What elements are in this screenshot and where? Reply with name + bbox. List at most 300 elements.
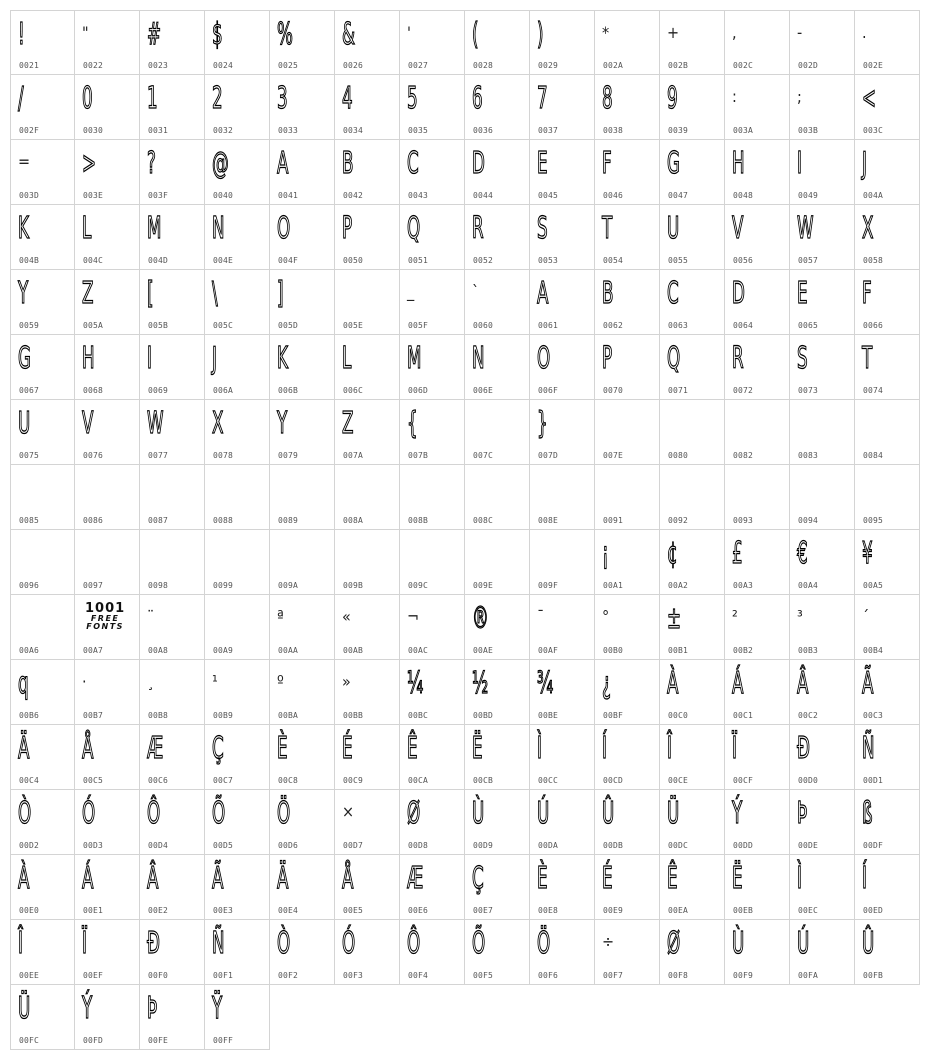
- glyph-code: 00AB: [343, 646, 364, 655]
- glyph-sample: 7: [537, 81, 548, 116]
- glyph-cell: [465, 595, 530, 660]
- glyph-sample: %: [277, 17, 293, 52]
- glyph-code: 0089: [278, 516, 299, 525]
- glyph-sample: Å: [82, 731, 94, 766]
- glyph-sample: q: [18, 666, 29, 701]
- glyph-cell: [465, 140, 530, 205]
- glyph-sample: É: [342, 731, 353, 766]
- glyph-code: 00B3: [798, 646, 819, 655]
- glyph-sample: Q: [407, 211, 421, 246]
- glyph-cell: [660, 75, 725, 140]
- glyph-code: 00F7: [603, 971, 624, 980]
- glyph-cell: [75, 855, 140, 920]
- glyph-sample: ¡: [602, 536, 609, 571]
- glyph-cell: [75, 660, 140, 725]
- glyph-code: 0064: [733, 321, 754, 330]
- glyph-cell: [725, 790, 790, 855]
- glyph-cell: [205, 530, 270, 595]
- glyph-cell: [205, 790, 270, 855]
- glyph-cell: [530, 140, 595, 205]
- glyph-code: 0095: [863, 516, 884, 525]
- glyph-cell: [530, 920, 595, 985]
- glyph-cell: [855, 205, 920, 270]
- glyph-sample: $: [212, 17, 223, 52]
- glyph-cell: [465, 790, 530, 855]
- glyph-cell: [335, 10, 400, 75]
- glyph-sample: 8: [602, 81, 613, 116]
- glyph-cell: [855, 465, 920, 530]
- glyph-code: 005E: [343, 321, 364, 330]
- glyph-cell: [400, 75, 465, 140]
- glyph-code: 00E8: [538, 906, 559, 915]
- glyph-code: 0069: [148, 386, 169, 395]
- glyph-cell: [530, 270, 595, 335]
- glyph-cell: [725, 10, 790, 75]
- glyph-sample: D: [472, 146, 485, 181]
- glyph-cell: [660, 465, 725, 530]
- glyph-code: 0027: [408, 61, 429, 70]
- glyph-cell: [660, 725, 725, 790]
- glyph-code: 00B9: [213, 711, 234, 720]
- glyph-cell: [270, 725, 335, 790]
- glyph-sample: Ô: [147, 796, 161, 831]
- glyph-code: 00B6: [19, 711, 40, 720]
- glyph-sample: (: [472, 17, 479, 52]
- glyph-code: 002F: [19, 126, 40, 135]
- glyph-code: 0050: [343, 256, 364, 265]
- glyph-cell: [400, 140, 465, 205]
- glyph-sample: C: [667, 276, 679, 311]
- glyph-sample: Ë: [732, 861, 743, 896]
- glyph-sample: ß: [862, 796, 873, 831]
- glyph-code: 0029: [538, 61, 559, 70]
- glyph-cell: [725, 920, 790, 985]
- glyph-code: 00D0: [798, 776, 819, 785]
- glyph-code: 0028: [473, 61, 494, 70]
- glyph-code: 00C8: [278, 776, 299, 785]
- glyph-code: 00DE: [798, 841, 819, 850]
- glyph-cell: [595, 270, 660, 335]
- glyph-code: 003D: [19, 191, 40, 200]
- glyph-code: 00A2: [668, 581, 689, 590]
- glyph-code: 004C: [83, 256, 104, 265]
- glyph-cell: [270, 335, 335, 400]
- glyph-code: 00D7: [343, 841, 364, 850]
- glyph-code: 009B: [343, 581, 364, 590]
- glyph-cell: [660, 205, 725, 270]
- glyph-cell: [140, 790, 205, 855]
- glyph-code: 002E: [863, 61, 884, 70]
- glyph-code: 00EF: [83, 971, 104, 980]
- glyph-code: 0065: [798, 321, 819, 330]
- glyph-code: 00FE: [148, 1036, 169, 1045]
- glyph-code: 00CC: [538, 776, 559, 785]
- glyph-code: 00BA: [278, 711, 299, 720]
- glyph-cell: [725, 855, 790, 920]
- glyph-sample: £: [732, 536, 743, 571]
- glyph-code: 009C: [408, 581, 429, 590]
- glyph-sample: M: [407, 341, 422, 376]
- glyph-sample: =: [18, 152, 31, 171]
- glyph-cell: [595, 75, 660, 140]
- glyph-cell: [400, 335, 465, 400]
- glyph-code: 0092: [668, 516, 689, 525]
- glyph-code: 00E4: [278, 906, 299, 915]
- glyph-cell: [205, 465, 270, 530]
- glyph-code: 0043: [408, 191, 429, 200]
- glyph-sample: /: [18, 81, 24, 116]
- glyph-sample: Æ: [147, 731, 164, 766]
- glyph-cell: [595, 595, 660, 660]
- glyph-code: 0059: [19, 321, 40, 330]
- glyph-sample: Â: [147, 861, 159, 896]
- glyph-code: 0021: [19, 61, 40, 70]
- glyph-sample: #: [147, 17, 162, 52]
- glyph-code: 00AA: [278, 646, 299, 655]
- glyph-sample: Ç: [212, 731, 224, 766]
- glyph-cell: [335, 595, 400, 660]
- glyph-cell: [595, 400, 660, 465]
- glyph-code: 008B: [408, 516, 429, 525]
- glyph-sample: ¹: [212, 672, 218, 691]
- glyph-code: 0088: [213, 516, 234, 525]
- glyph-sample: O: [537, 341, 551, 376]
- glyph-code: 0036: [473, 126, 494, 135]
- glyph-code: 009F: [538, 581, 559, 590]
- glyph-sample: A: [277, 146, 289, 181]
- glyph-sample: 1: [147, 81, 158, 116]
- glyph-code: 00B7: [83, 711, 104, 720]
- glyph-code: 0035: [408, 126, 429, 135]
- glyph-code: 0084: [863, 451, 884, 460]
- glyph-code: 004E: [213, 256, 234, 265]
- glyph-cell: [335, 140, 400, 205]
- glyph-sample: @: [212, 146, 229, 181]
- character-map-grid: [10, 10, 920, 1050]
- glyph-code: 0026: [343, 61, 364, 70]
- glyph-code: 0073: [798, 386, 819, 395]
- glyph-code: 00EA: [668, 906, 689, 915]
- glyph-sample: G: [18, 341, 31, 376]
- glyph-sample: Ä: [18, 731, 30, 766]
- glyph-cell: [595, 790, 660, 855]
- glyph-sample: Ø: [407, 796, 421, 831]
- glyph-cell: [75, 205, 140, 270]
- glyph-sample: `: [472, 282, 480, 301]
- glyph-cell: [790, 465, 855, 530]
- glyph-cell: [75, 985, 140, 1050]
- glyph-cell: [660, 270, 725, 335]
- glyph-cell: [335, 465, 400, 530]
- glyph-code: 00F8: [668, 971, 689, 980]
- glyph-sample: ½: [472, 666, 489, 701]
- glyph-code: 0039: [668, 126, 689, 135]
- glyph-code: 002B: [668, 61, 689, 70]
- glyph-sample: Ö: [537, 926, 551, 961]
- glyph-sample: H: [732, 146, 745, 181]
- glyph-cell: [75, 725, 140, 790]
- glyph-code: 00B2: [733, 646, 754, 655]
- glyph-cell: [400, 10, 465, 75]
- glyph-cell: [660, 10, 725, 75]
- glyph-sample: Ò: [277, 926, 291, 961]
- glyph-code: 00AC: [408, 646, 429, 655]
- glyph-sample: Ý: [82, 991, 93, 1026]
- glyph-cell: [140, 855, 205, 920]
- glyph-cell: [400, 660, 465, 725]
- glyph-cell: [530, 75, 595, 140]
- glyph-code: 004F: [278, 256, 299, 265]
- glyph-cell: [530, 530, 595, 595]
- glyph-cell: [270, 790, 335, 855]
- glyph-sample: Ì: [537, 731, 542, 766]
- glyph-sample: Ü: [667, 796, 680, 831]
- glyph-code: 0052: [473, 256, 494, 265]
- glyph-code: 006F: [538, 386, 559, 395]
- glyph-sample: 9: [667, 81, 678, 116]
- glyph-cell: [530, 400, 595, 465]
- glyph-code: 0023: [148, 61, 169, 70]
- glyph-code: 0072: [733, 386, 754, 395]
- glyph-code: 003E: [83, 191, 104, 200]
- glyph-cell: [660, 140, 725, 205]
- glyph-cell: [335, 400, 400, 465]
- glyph-sample: Î: [667, 731, 672, 766]
- glyph-cell: [75, 10, 140, 75]
- glyph-code: 0037: [538, 126, 559, 135]
- glyph-code: 0085: [19, 516, 40, 525]
- glyph-sample: Å: [342, 861, 354, 896]
- glyph-cell: [10, 270, 75, 335]
- glyph-cell: [660, 660, 725, 725]
- glyph-code: 0086: [83, 516, 104, 525]
- glyph-code: 0066: [863, 321, 884, 330]
- glyph-cell: [530, 595, 595, 660]
- glyph-code: 0041: [278, 191, 299, 200]
- glyph-code: 00D3: [83, 841, 104, 850]
- glyph-sample: ¨: [147, 607, 155, 626]
- glyph-cell: [10, 595, 75, 660]
- glyph-sample: ,: [732, 23, 737, 42]
- glyph-code: 00CF: [733, 776, 754, 785]
- glyph-sample: {: [407, 406, 418, 441]
- glyph-cell: [595, 140, 660, 205]
- glyph-cell: [660, 530, 725, 595]
- glyph-cell: [140, 530, 205, 595]
- glyph-cell: [400, 530, 465, 595]
- glyph-sample: Ý: [732, 796, 743, 831]
- glyph-cell: [140, 75, 205, 140]
- glyph-cell: [595, 920, 660, 985]
- glyph-code: 0083: [798, 451, 819, 460]
- glyph-code: 0058: [863, 256, 884, 265]
- glyph-sample: ª: [277, 607, 284, 626]
- glyph-cell: [400, 790, 465, 855]
- glyph-code: 00E2: [148, 906, 169, 915]
- glyph-code: 00FA: [798, 971, 819, 980]
- glyph-sample: »: [342, 672, 351, 691]
- glyph-cell: [270, 465, 335, 530]
- glyph-code: 0031: [148, 126, 169, 135]
- glyph-code: 004D: [148, 256, 169, 265]
- glyph-sample: ×: [342, 802, 355, 821]
- glyph-cell: [595, 10, 660, 75]
- glyph-code: 00DC: [668, 841, 689, 850]
- glyph-sample: Ü: [18, 991, 31, 1026]
- glyph-sample: J: [212, 341, 217, 376]
- glyph-cell: [270, 75, 335, 140]
- glyph-sample: L: [82, 211, 92, 246]
- glyph-cell: [270, 855, 335, 920]
- glyph-sample: T: [602, 211, 613, 246]
- glyph-sample: Ð: [797, 731, 810, 766]
- glyph-code: 008E: [538, 516, 559, 525]
- glyph-cell: [790, 140, 855, 205]
- glyph-cell: [140, 920, 205, 985]
- glyph-cell: [140, 985, 205, 1050]
- glyph-cell: [790, 10, 855, 75]
- glyph-cell: [465, 75, 530, 140]
- glyph-sample: M: [147, 211, 162, 246]
- glyph-code: 006A: [213, 386, 234, 395]
- glyph-sample: «: [342, 607, 351, 626]
- glyph-cell: [205, 335, 270, 400]
- glyph-cell: [10, 790, 75, 855]
- glyph-code: 0078: [213, 451, 234, 460]
- glyph-cell: [790, 855, 855, 920]
- glyph-code: 00F1: [213, 971, 234, 980]
- glyph-code: 00BF: [603, 711, 624, 720]
- glyph-sample: P: [342, 211, 353, 246]
- glyph-cell: [75, 140, 140, 205]
- glyph-cell: [75, 465, 140, 530]
- glyph-sample: }: [537, 406, 548, 441]
- glyph-cell: [10, 75, 75, 140]
- glyph-sample: Á: [732, 666, 744, 701]
- glyph-code: 0034: [343, 126, 364, 135]
- glyph-cell: [10, 400, 75, 465]
- glyph-sample: I: [147, 341, 152, 376]
- glyph-code: 0077: [148, 451, 169, 460]
- glyph-sample: ÷: [602, 932, 615, 951]
- glyph-cell: [660, 400, 725, 465]
- glyph-cell: [270, 660, 335, 725]
- glyph-code: 00D4: [148, 841, 169, 850]
- glyph-code: 00C9: [343, 776, 364, 785]
- glyph-code: 00C5: [83, 776, 104, 785]
- glyph-cell: [595, 725, 660, 790]
- glyph-code: 0061: [538, 321, 559, 330]
- glyph-sample: ²: [732, 607, 738, 626]
- glyph-code: 0053: [538, 256, 559, 265]
- glyph-code: 005B: [148, 321, 169, 330]
- glyph-sample: ¬: [407, 607, 420, 626]
- glyph-code: 0087: [148, 516, 169, 525]
- glyph-cell: [75, 270, 140, 335]
- glyph-code: 00C6: [148, 776, 169, 785]
- glyph-cell: [335, 335, 400, 400]
- glyph-code: 0082: [733, 451, 754, 460]
- glyph-cell: [660, 790, 725, 855]
- glyph-cell: [465, 660, 530, 725]
- glyph-sample: ±: [667, 601, 682, 636]
- glyph-code: 00BE: [538, 711, 559, 720]
- glyph-cell: [335, 660, 400, 725]
- glyph-cell: [270, 10, 335, 75]
- glyph-sample: J: [862, 146, 867, 181]
- glyph-cell: [205, 725, 270, 790]
- glyph-cell: [855, 595, 920, 660]
- glyph-sample: D: [732, 276, 745, 311]
- glyph-cell: [140, 595, 205, 660]
- glyph-sample: Á: [82, 861, 94, 896]
- glyph-sample: 0: [82, 81, 93, 116]
- glyph-cell: [790, 205, 855, 270]
- glyph-cell: [10, 530, 75, 595]
- glyph-sample: !: [18, 17, 25, 52]
- glyph-cell: [400, 270, 465, 335]
- glyph-cell: [530, 660, 595, 725]
- glyph-sample: \: [212, 276, 218, 311]
- glyph-code: 00B1: [668, 646, 689, 655]
- glyph-sample: Ì: [797, 861, 802, 896]
- glyph-code: 00E6: [408, 906, 429, 915]
- glyph-cell: [530, 205, 595, 270]
- glyph-cell: [595, 335, 660, 400]
- glyph-cell: [270, 140, 335, 205]
- glyph-code: 005C: [213, 321, 234, 330]
- glyph-sample: Þ: [797, 796, 808, 831]
- glyph-code: 003A: [733, 126, 754, 135]
- glyph-sample: Ò: [18, 796, 32, 831]
- glyph-cell: [595, 660, 660, 725]
- glyph-sample: Ø: [667, 926, 681, 961]
- glyph-code: 002A: [603, 61, 624, 70]
- glyph-sample: À: [667, 666, 679, 701]
- glyph-code: 00CB: [473, 776, 494, 785]
- glyph-code: 00FB: [863, 971, 884, 980]
- glyph-code: 0068: [83, 386, 104, 395]
- glyph-cell: [725, 465, 790, 530]
- glyph-sample: Û: [862, 926, 875, 961]
- glyph-cell: [10, 10, 75, 75]
- glyph-cell: [400, 205, 465, 270]
- glyph-code: 00A8: [148, 646, 169, 655]
- glyph-code: 006E: [473, 386, 494, 395]
- glyph-cell: [10, 985, 75, 1050]
- glyph-cell: [335, 270, 400, 335]
- glyph-cell: [660, 335, 725, 400]
- glyph-cell: [465, 400, 530, 465]
- glyph-sample: F: [862, 276, 872, 311]
- glyph-cell: [725, 205, 790, 270]
- glyph-sample: Ù: [732, 926, 745, 961]
- glyph-sample: :: [732, 87, 737, 106]
- glyph-cell: [465, 270, 530, 335]
- glyph-cell: [595, 465, 660, 530]
- glyph-code: 0042: [343, 191, 364, 200]
- glyph-cell: [10, 140, 75, 205]
- glyph-cell: [465, 855, 530, 920]
- glyph-sample: ]: [277, 276, 284, 311]
- glyph-sample: Ä: [277, 861, 289, 896]
- glyph-sample: ¼: [407, 666, 424, 701]
- glyph-sample: º: [277, 672, 284, 691]
- glyph-sample: Ö: [277, 796, 291, 831]
- glyph-code: 004A: [863, 191, 884, 200]
- glyph-code: 0033: [278, 126, 299, 135]
- glyph-sample: 5: [407, 81, 418, 116]
